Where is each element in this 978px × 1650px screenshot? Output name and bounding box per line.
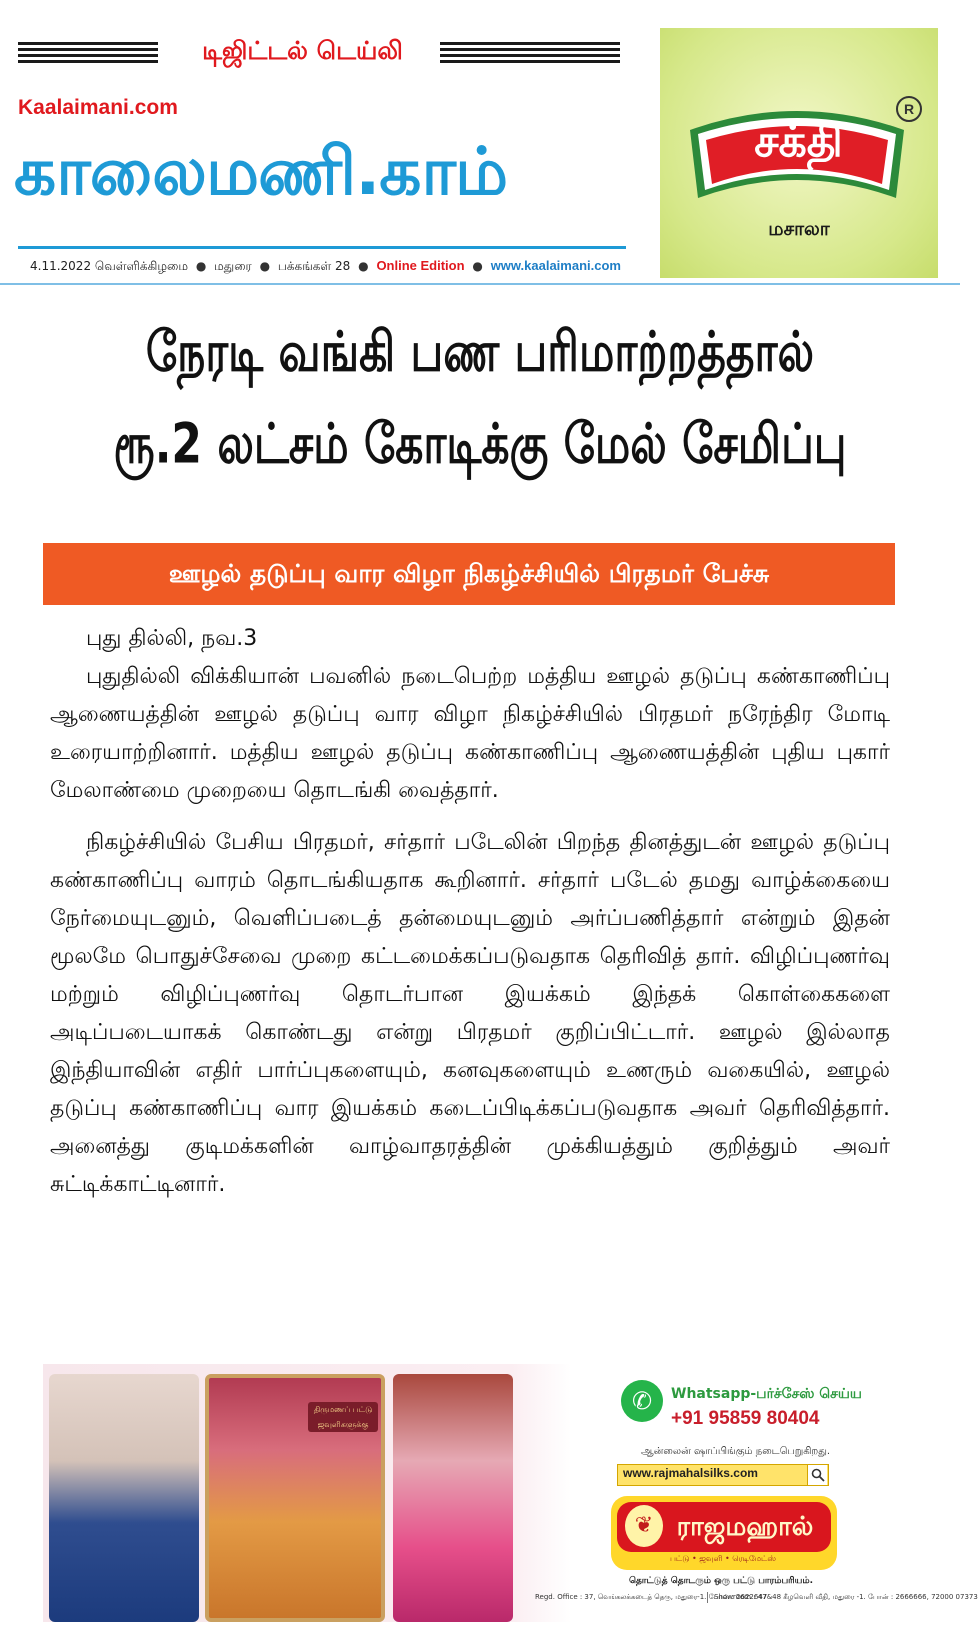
article-paragraph: நிகழ்ச்சியில் பேசிய பிரதமர், சர்தார் படேலின் பிறந்த தினத்துடன் ஊழல் தடுப்பு கண்காணிப்பு வாரம் தொடங்கியதாக கூறினார். சர்தார் படேல் தமது வாழ்க்கையை நேர்மையுடனும், வெளிப்படைத் தன்மையுடனும் அர்ப்பணித்தார் என்றும் இதன் மூலமே பொதுச்சேவை முறை கட்டமைக்கப்படுவதாக தெரிவித் தார். விழிப்புணர்வு மற்றும் விழிப்புணர்வு தொடர்பான இயக்கம் இந்தக் கொள்கைகளை அடிப்படையாகக் கொண்டது என்று பிரதமர் குறிப்பிட்டார். ஊழல் இல்லாத இந்தியாவின் எதிர் பார்ப்புகளையும், கனவுகளையும் உணரும் வகையில், ஊழல் தடுப்பு கண்காணிப்பு வார இயக்கம் கடைப்பிடிக்கப்படுவதாக அவர் தெரிவித்தார். அனைத்து குடிமக்களின் வாழ்வாதரத்தின் முக்கியத்தும் குறித்தும் அவர் சுட்டிக்காட்டினார். xyxy=(50,830,890,1197)
edition-date: 4.11.2022 xyxy=(30,259,92,273)
butterfly-emblem-icon: ❦ xyxy=(625,1505,663,1547)
article-headline xyxy=(40,310,920,488)
digital-daily-label: டிஜிட்டல் டெய்லி xyxy=(202,36,403,65)
article-paragraph: புதுதில்லி விக்கியான் பவனில் நடைபெற்ற மத்திய ஊழல் தடுப்பு கண்காணிப்பு ஆணையத்தின் ஊழல் தடுப்பு வார விழா நிகழ்ச்சியில் பிரதமர் நரேந்திர மோடி உரையாற்றினார். மத்திய ஊழல் தடுப்பு கண்காணிப்பு ஆணையத்தின் புதிய புகார் மேலாண்மை முறையை தொடங்கி வைத்தார். xyxy=(50,664,890,803)
edition-city: மதுரை xyxy=(214,259,252,273)
showroom-address: Showroom : 47&48 கீழவெளி வீதி, மதுரை -1. போன் : 2666666, 72000 07373 xyxy=(707,1592,978,1603)
rajmahal-brand-name: ராஜமஹால் xyxy=(676,1512,814,1542)
bullet-icon: ● xyxy=(195,259,207,273)
regd-office-address: Regd. Office : 37, வெங்கலக்கடைத் தெரு, மதுரை-1. போன் : 2622647 xyxy=(535,1593,768,1601)
ad-ribbon: திருமணப் பட்டு ஜவுளிகளுக்கு xyxy=(308,1402,378,1432)
whatsapp-label: Whatsapp-பர்ச்சேஸ் செய்ய xyxy=(671,1386,862,1402)
ad-website-link[interactable]: www.rajmahalsilks.com xyxy=(623,1466,758,1480)
site-name-small: Kaalaimani.com xyxy=(18,96,178,119)
edition-pages: பக்கங்கள் 28 xyxy=(277,259,351,273)
edition-line xyxy=(30,258,630,275)
article-dateline: புது தில்லி, நவ.3 xyxy=(86,626,258,651)
search-icon xyxy=(811,1468,825,1482)
bullet-icon: ● xyxy=(472,259,483,273)
whatsapp-phone[interactable]: +91 95859 80404 xyxy=(671,1408,820,1429)
rajmahal-brand-tag: பட்டு • ஜவுளி • ரெடிமேட்ஸ் xyxy=(669,1554,777,1563)
rajmahal-tagline: தொட்டுத் தொடரும் ஒரு பட்டு பாரம்பரியம். xyxy=(628,1576,814,1586)
headline-line-1: நேரடி வங்கி பண பரிமாற்றத்தால் xyxy=(145,320,815,385)
sakthi-product-name: மசாலா xyxy=(768,218,830,240)
sakthi-masala-ad[interactable] xyxy=(660,28,938,278)
edition-day: வெள்ளிக்கிழமை xyxy=(94,259,188,273)
masthead xyxy=(0,0,960,300)
bullet-icon: ● xyxy=(259,259,271,273)
edition-website-link[interactable]: www.kaalaimani.com xyxy=(490,258,621,273)
model-photo xyxy=(49,1374,199,1622)
search-button[interactable] xyxy=(807,1465,827,1485)
headline-line-2: ரூ.2 லட்சம் கோடிக்கு மேல் சேமிப்பு xyxy=(113,412,847,477)
newspaper-logo: காலைமணி.காம் xyxy=(14,133,508,210)
online-shopping-note: ஆன்லைன் ஷாப்பிங்கும் நடைபெறுகிறது. xyxy=(641,1446,831,1457)
masthead-rule xyxy=(18,246,626,249)
rajmahal-silks-ad[interactable] xyxy=(43,1364,978,1622)
article-subhead: ஊழல் தடுப்பு வார விழா நிகழ்ச்சியில் பிரதமர் பேச்சு xyxy=(168,559,770,588)
masthead-stripes-left xyxy=(18,42,158,64)
masthead-stripes-right xyxy=(440,42,620,64)
model-photo xyxy=(393,1374,513,1622)
whatsapp-icon: ✆ xyxy=(621,1380,663,1422)
bullet-icon: ● xyxy=(358,259,369,273)
edition-type: Online Edition xyxy=(376,258,465,273)
masthead-bottom-rule xyxy=(0,283,960,285)
article-body xyxy=(50,620,890,1204)
sakthi-brand-name: சக்தி xyxy=(754,116,843,167)
registered-mark-icon: R xyxy=(896,96,922,122)
